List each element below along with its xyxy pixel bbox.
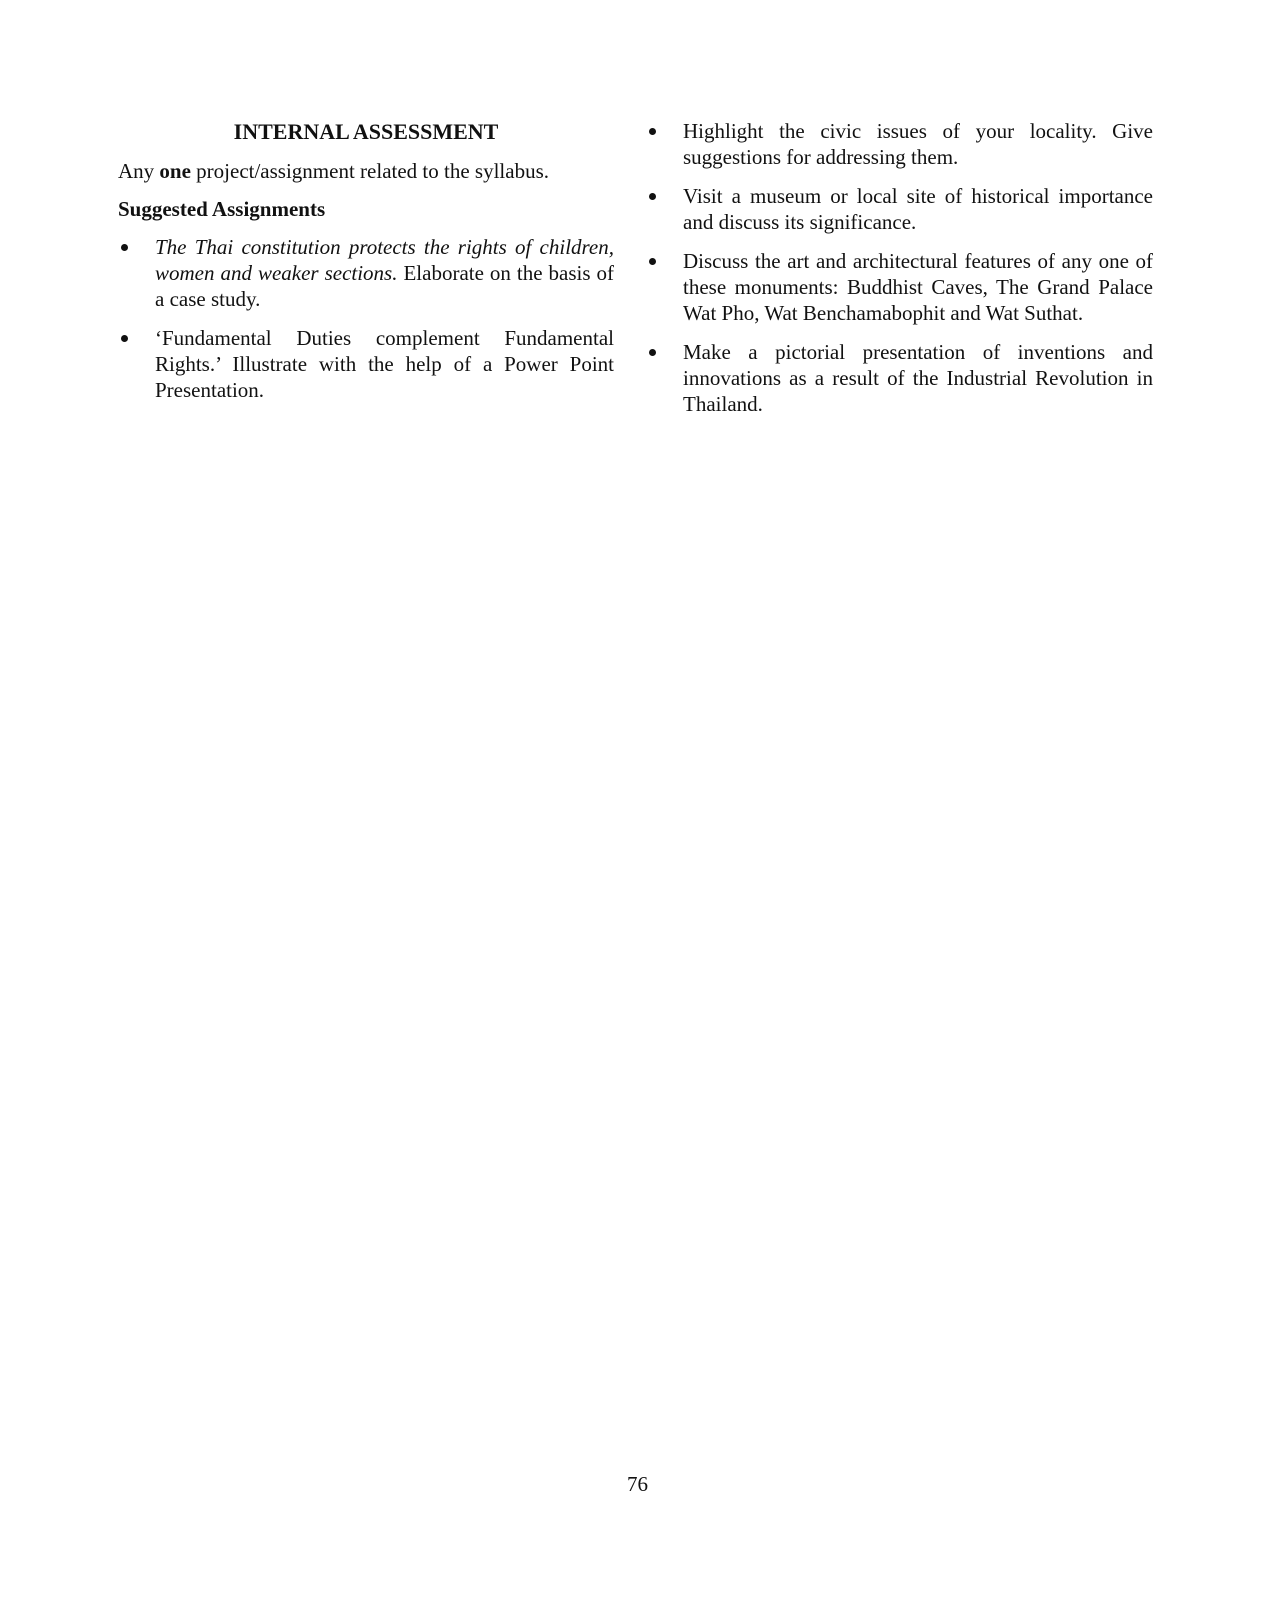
intro-suffix: project/assignment related to the syllabus.: [190, 159, 549, 183]
list-item: [118, 234, 614, 312]
item-text: Make a pictorial presentation of inventions and innovations as a result of the Industrial Revolution in Thailand.: [683, 340, 1153, 416]
intro-paragraph: [118, 158, 614, 184]
bullet-icon: [646, 339, 658, 365]
sub-heading: Suggested Assignments: [118, 197, 326, 221]
list-item: [646, 248, 1153, 326]
item-text: Discuss the art and architectural features of any one of these monuments: Buddhist Caves, The Grand Palace Wat Pho, Wat Benchamabophit and Wat Suthat.: [683, 249, 1153, 325]
item-text: Elaborate on the basis of a case study.: [155, 261, 614, 311]
item-text: Visit a museum or local site of historical importance and discuss its significance.: [683, 184, 1153, 234]
bullet-icon: [646, 248, 658, 274]
item-text: ‘Fundamental Duties complement Fundamental Rights.’ Illustrate with the help of a Power Point Presentation.: [155, 326, 614, 402]
list-item: [646, 339, 1153, 417]
section-heading: INTERNAL ASSESSMENT: [233, 119, 499, 144]
list-item: [646, 183, 1153, 235]
item-italic-text: The Thai constitution protects the rights of children, women and weaker sections.: [155, 235, 614, 285]
page-number: 76: [627, 1472, 648, 1496]
right-column: [646, 118, 1153, 430]
bullet-icon: [646, 183, 658, 209]
assignment-list-left: [118, 234, 614, 403]
bullet-icon: [118, 325, 130, 351]
bullet-icon: [118, 234, 130, 260]
intro-bold: one: [159, 159, 191, 183]
assignment-list-right: [646, 118, 1153, 417]
left-column: [118, 118, 614, 416]
bullet-icon: [646, 118, 658, 144]
intro-prefix: Any: [118, 159, 160, 183]
list-item: [118, 325, 614, 403]
item-text: Highlight the civic issues of your locality. Give suggestions for addressing them.: [683, 119, 1153, 169]
list-item: [646, 118, 1153, 170]
